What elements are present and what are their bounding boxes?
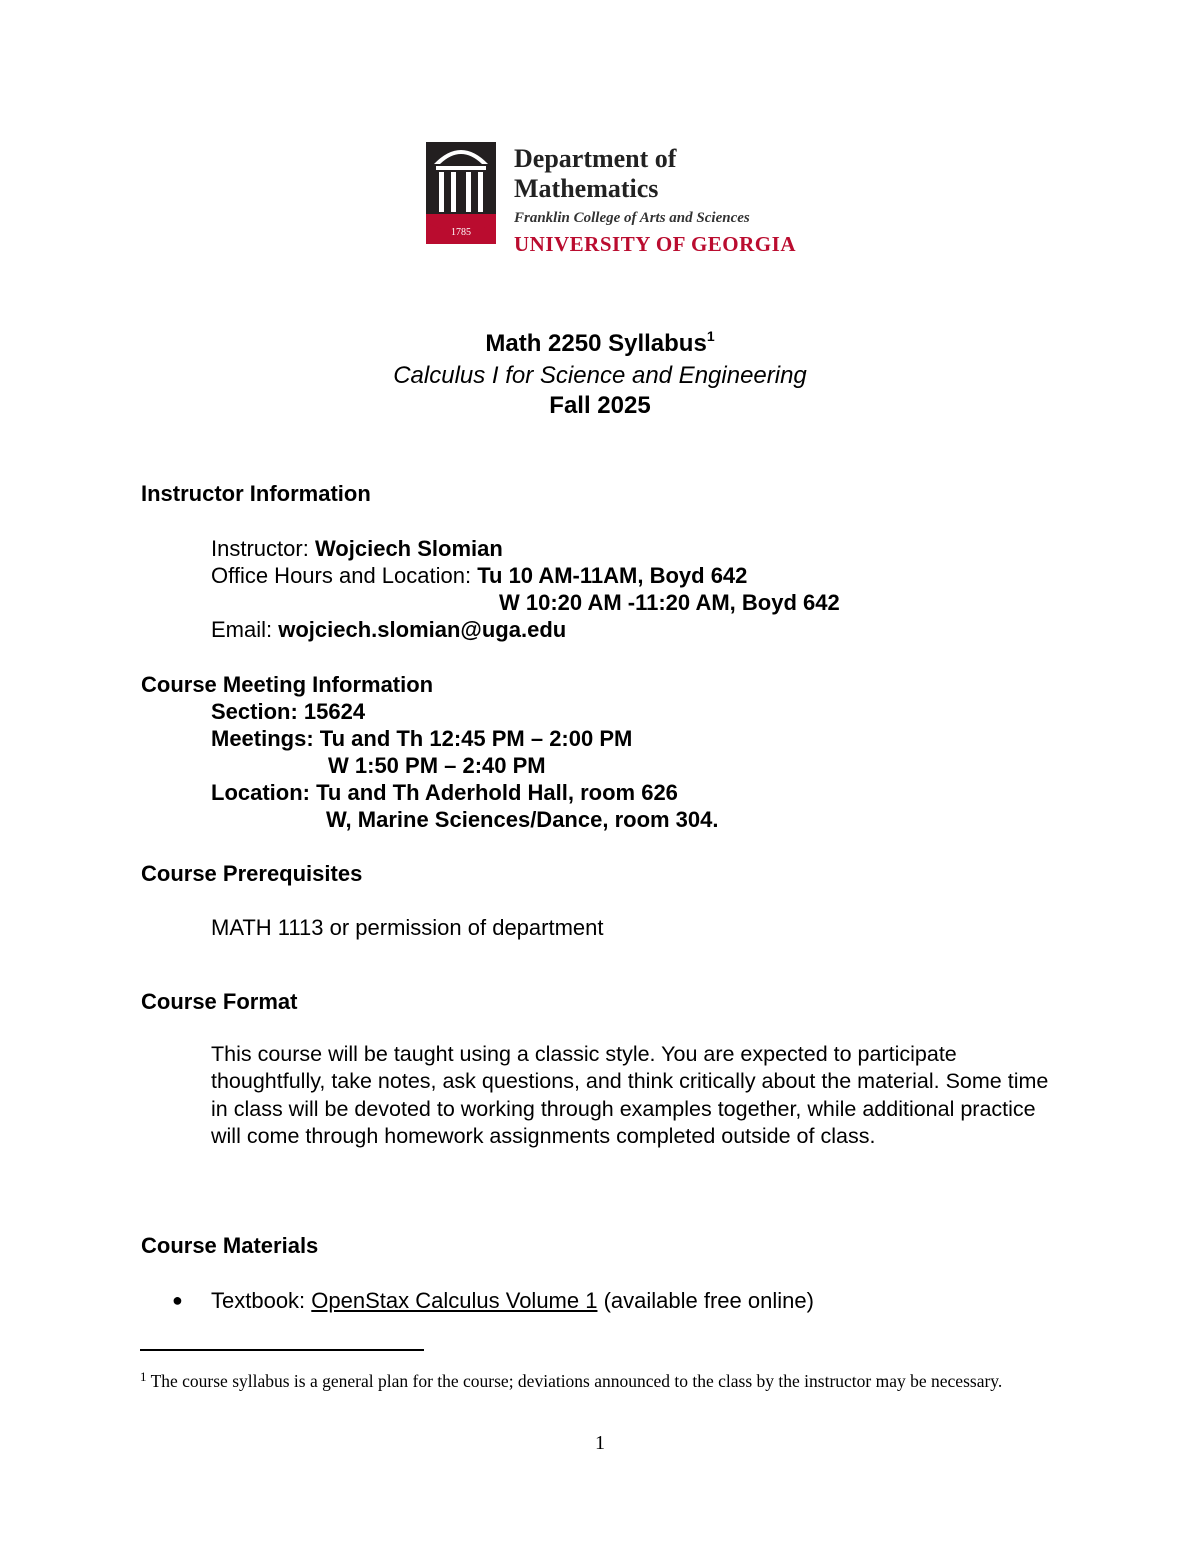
title-text: Math 2250 Syllabus xyxy=(485,330,707,357)
format-paragraph: This course will be taught using a classic style. You are expected to participate thoughtfully, take notes, ask questions, and think critically about the material. Some time in class will be devoted to working through examples together, while additional practice will come through homework assignments completed outside of class. xyxy=(211,1042,1049,1148)
title-footnote-mark[interactable]: 1 xyxy=(706,328,715,344)
bullet-icon: ● xyxy=(172,1290,183,1310)
office-hours-line2: W 10:20 AM -11:20 AM, Boyd 642 xyxy=(499,590,840,615)
logo-year: 1785 xyxy=(451,227,471,238)
logo-department-line2: Mathematics xyxy=(514,174,659,203)
instructor-heading: Instructor Information xyxy=(141,481,371,506)
document-subtitle: Calculus I for Science and Engineering xyxy=(393,362,807,389)
instructor-line xyxy=(211,535,503,562)
prereq-text: MATH 1113 or permission of department xyxy=(211,915,604,940)
textbook-line xyxy=(211,1287,814,1314)
office-hours-line1: Tu 10 AM-11AM, Boyd 642 xyxy=(477,563,748,588)
meeting-heading: Course Meeting Information xyxy=(141,672,434,697)
footnote-mark: 1 xyxy=(140,1369,147,1384)
page-number: 1 xyxy=(595,1432,605,1454)
prereq-heading: Course Prerequisites xyxy=(141,861,363,886)
footnote-text: The course syllabus is a general plan for the course; deviations announced to the class by the instructor may be necessary. xyxy=(150,1371,1003,1391)
document-term: Fall 2025 xyxy=(549,392,651,419)
meeting-times-line2: W 1:50 PM – 2:40 PM xyxy=(328,753,546,778)
materials-heading: Course Materials xyxy=(141,1233,319,1258)
footnote xyxy=(140,1364,1040,1394)
email-line xyxy=(211,616,566,643)
email-address[interactable]: wojciech.slomian@uga.edu xyxy=(278,617,567,642)
textbook-link[interactable]: OpenStax Calculus Volume 1 xyxy=(311,1288,598,1313)
meeting-times-line1: Meetings: Tu and Th 12:45 PM – 2:00 PM xyxy=(211,726,633,751)
format-heading: Course Format xyxy=(141,989,298,1014)
office-hours-line xyxy=(211,562,747,589)
office-hours-label: Office Hours and Location: xyxy=(211,563,472,588)
meeting-section: Section: 15624 xyxy=(211,699,366,724)
email-label: Email: xyxy=(211,617,273,642)
logo-department-line1: Department of xyxy=(514,144,677,173)
arch-logo-icon xyxy=(426,142,496,244)
instructor-name: Wojciech Slomian xyxy=(314,536,503,561)
meeting-location-line1: Location: Tu and Th Aderhold Hall, room 626 xyxy=(211,780,678,805)
footnote-separator xyxy=(140,1349,424,1351)
meeting-location-line2: W, Marine Sciences/Dance, room 304. xyxy=(326,807,719,832)
instructor-label: Instructor: xyxy=(211,536,309,561)
logo-college: Franklin College of Arts and Sciences xyxy=(514,210,750,226)
uga-math-logo xyxy=(426,142,796,260)
logo-university: UNIVERSITY OF GEORGIA xyxy=(514,232,796,256)
document-title xyxy=(0,328,1200,358)
textbook-note: (available free online) xyxy=(603,1288,814,1313)
textbook-label: Textbook: xyxy=(211,1288,306,1313)
